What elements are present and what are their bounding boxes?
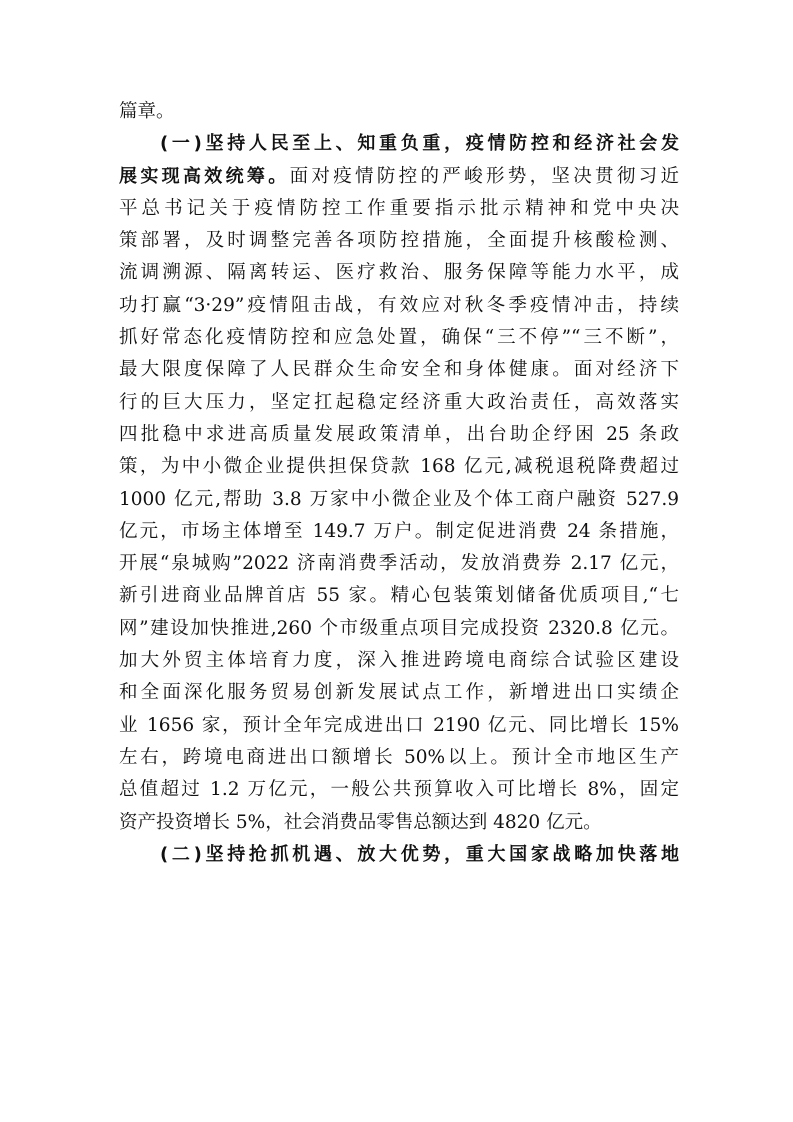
body-text-span: 左右，跨境电商进出口额增长 50%以上。预计全市地区生产: [119, 746, 679, 768]
body-text-span: 策，为中小微企业提供担保贷款 168 亿元,减税退税降费超过: [119, 456, 679, 478]
text-line: [119, 839, 679, 871]
body-text-span: 流调溯源、隔离转运、医疗救治、服务保障等能力水平，成: [119, 262, 679, 284]
section-heading: (一)坚持人民至上、知重负重，疫情防控和经济社会发: [160, 133, 679, 155]
text-line: [119, 484, 679, 516]
body-text: [119, 96, 679, 871]
text-line: [119, 774, 679, 806]
text-line: [119, 742, 679, 774]
body-text-span: 最大限度保障了人民群众生命安全和身体健康。面对经济下: [119, 359, 679, 381]
body-text-span: 抓好常态化疫情防控和应急处置，确保“三不停”“三不断”，: [119, 327, 679, 349]
text-line: [119, 225, 679, 257]
text-line: [119, 613, 679, 645]
body-text-span: 功打赢“3·29”疫情阻击战，有效应对秋冬季疫情冲击，持续: [119, 294, 679, 316]
text-line: [119, 290, 679, 322]
text-line: [119, 257, 679, 289]
body-text-span: 平总书记关于疫情防控工作重要指示批示精神和党中央决: [119, 197, 679, 219]
body-text-span: 业 1656 家，预计全年完成进出口 2190 亿元、同比增长 15%: [119, 714, 679, 736]
body-text-span: 篇章。: [119, 101, 175, 122]
text-line: [119, 677, 679, 709]
text-line: [119, 322, 679, 354]
text-line: [119, 387, 679, 419]
text-line: [119, 548, 679, 580]
body-text-span: 加大外贸主体培育力度，深入推进跨境电商综合试验区建设: [119, 650, 679, 672]
body-text-span: 1000 亿元,帮助 3.8 万家中小微企业及个体工商户融资 527.9: [119, 488, 679, 510]
text-line: [119, 451, 679, 483]
text-line: [119, 161, 679, 193]
text-line: [119, 516, 679, 548]
section-heading: (二)坚持抢抓机遇、放大优势，重大国家战略加快落地: [160, 843, 679, 865]
body-text-span: 新引进商业品牌首店 55 家。精心包装策划储备优质项目,“七: [119, 585, 679, 607]
text-line: [119, 128, 679, 160]
section-heading: 展实现高效统筹。: [119, 165, 290, 187]
body-text-span: 策部署，及时调整完善各项防控措施，全面提升核酸检测、: [119, 230, 679, 252]
body-text-span: 和全面深化服务贸易创新发展试点工作，新增进出口实绩企: [119, 682, 679, 704]
body-text-span: 面对疫情防控的严峻形势，坚决贯彻习近: [289, 165, 679, 187]
body-text-span: 亿元，市场主体增至 149.7 万户。制定促进消费 24 条措施，: [119, 520, 679, 542]
text-line: [119, 645, 679, 677]
text-line: [119, 96, 679, 128]
text-line: [119, 193, 679, 225]
text-line: [119, 580, 679, 612]
text-line: [119, 419, 679, 451]
text-line: [119, 354, 679, 386]
text-line: [119, 807, 679, 839]
body-text-span: 网”建设加快推进,260 个市级重点项目完成投资 2320.8 亿元。: [119, 617, 679, 639]
body-text-span: 行的巨大压力，坚定扛起稳定经济重大政治责任，高效落实: [119, 391, 679, 413]
text-line: [119, 710, 679, 742]
body-text-span: 资产投资增长 5%，社会消费品零售总额达到 4820 亿元。: [119, 811, 602, 833]
body-text-span: 开展“泉城购”2022 济南消费季活动，发放消费券 2.17 亿元，: [119, 553, 679, 575]
body-text-span: 总值超过 1.2 万亿元，一般公共预算收入可比增长 8%，固定: [119, 779, 679, 801]
body-text-span: 四批稳中求进高质量发展政策清单，出台助企纾困 25 条政: [119, 423, 679, 445]
